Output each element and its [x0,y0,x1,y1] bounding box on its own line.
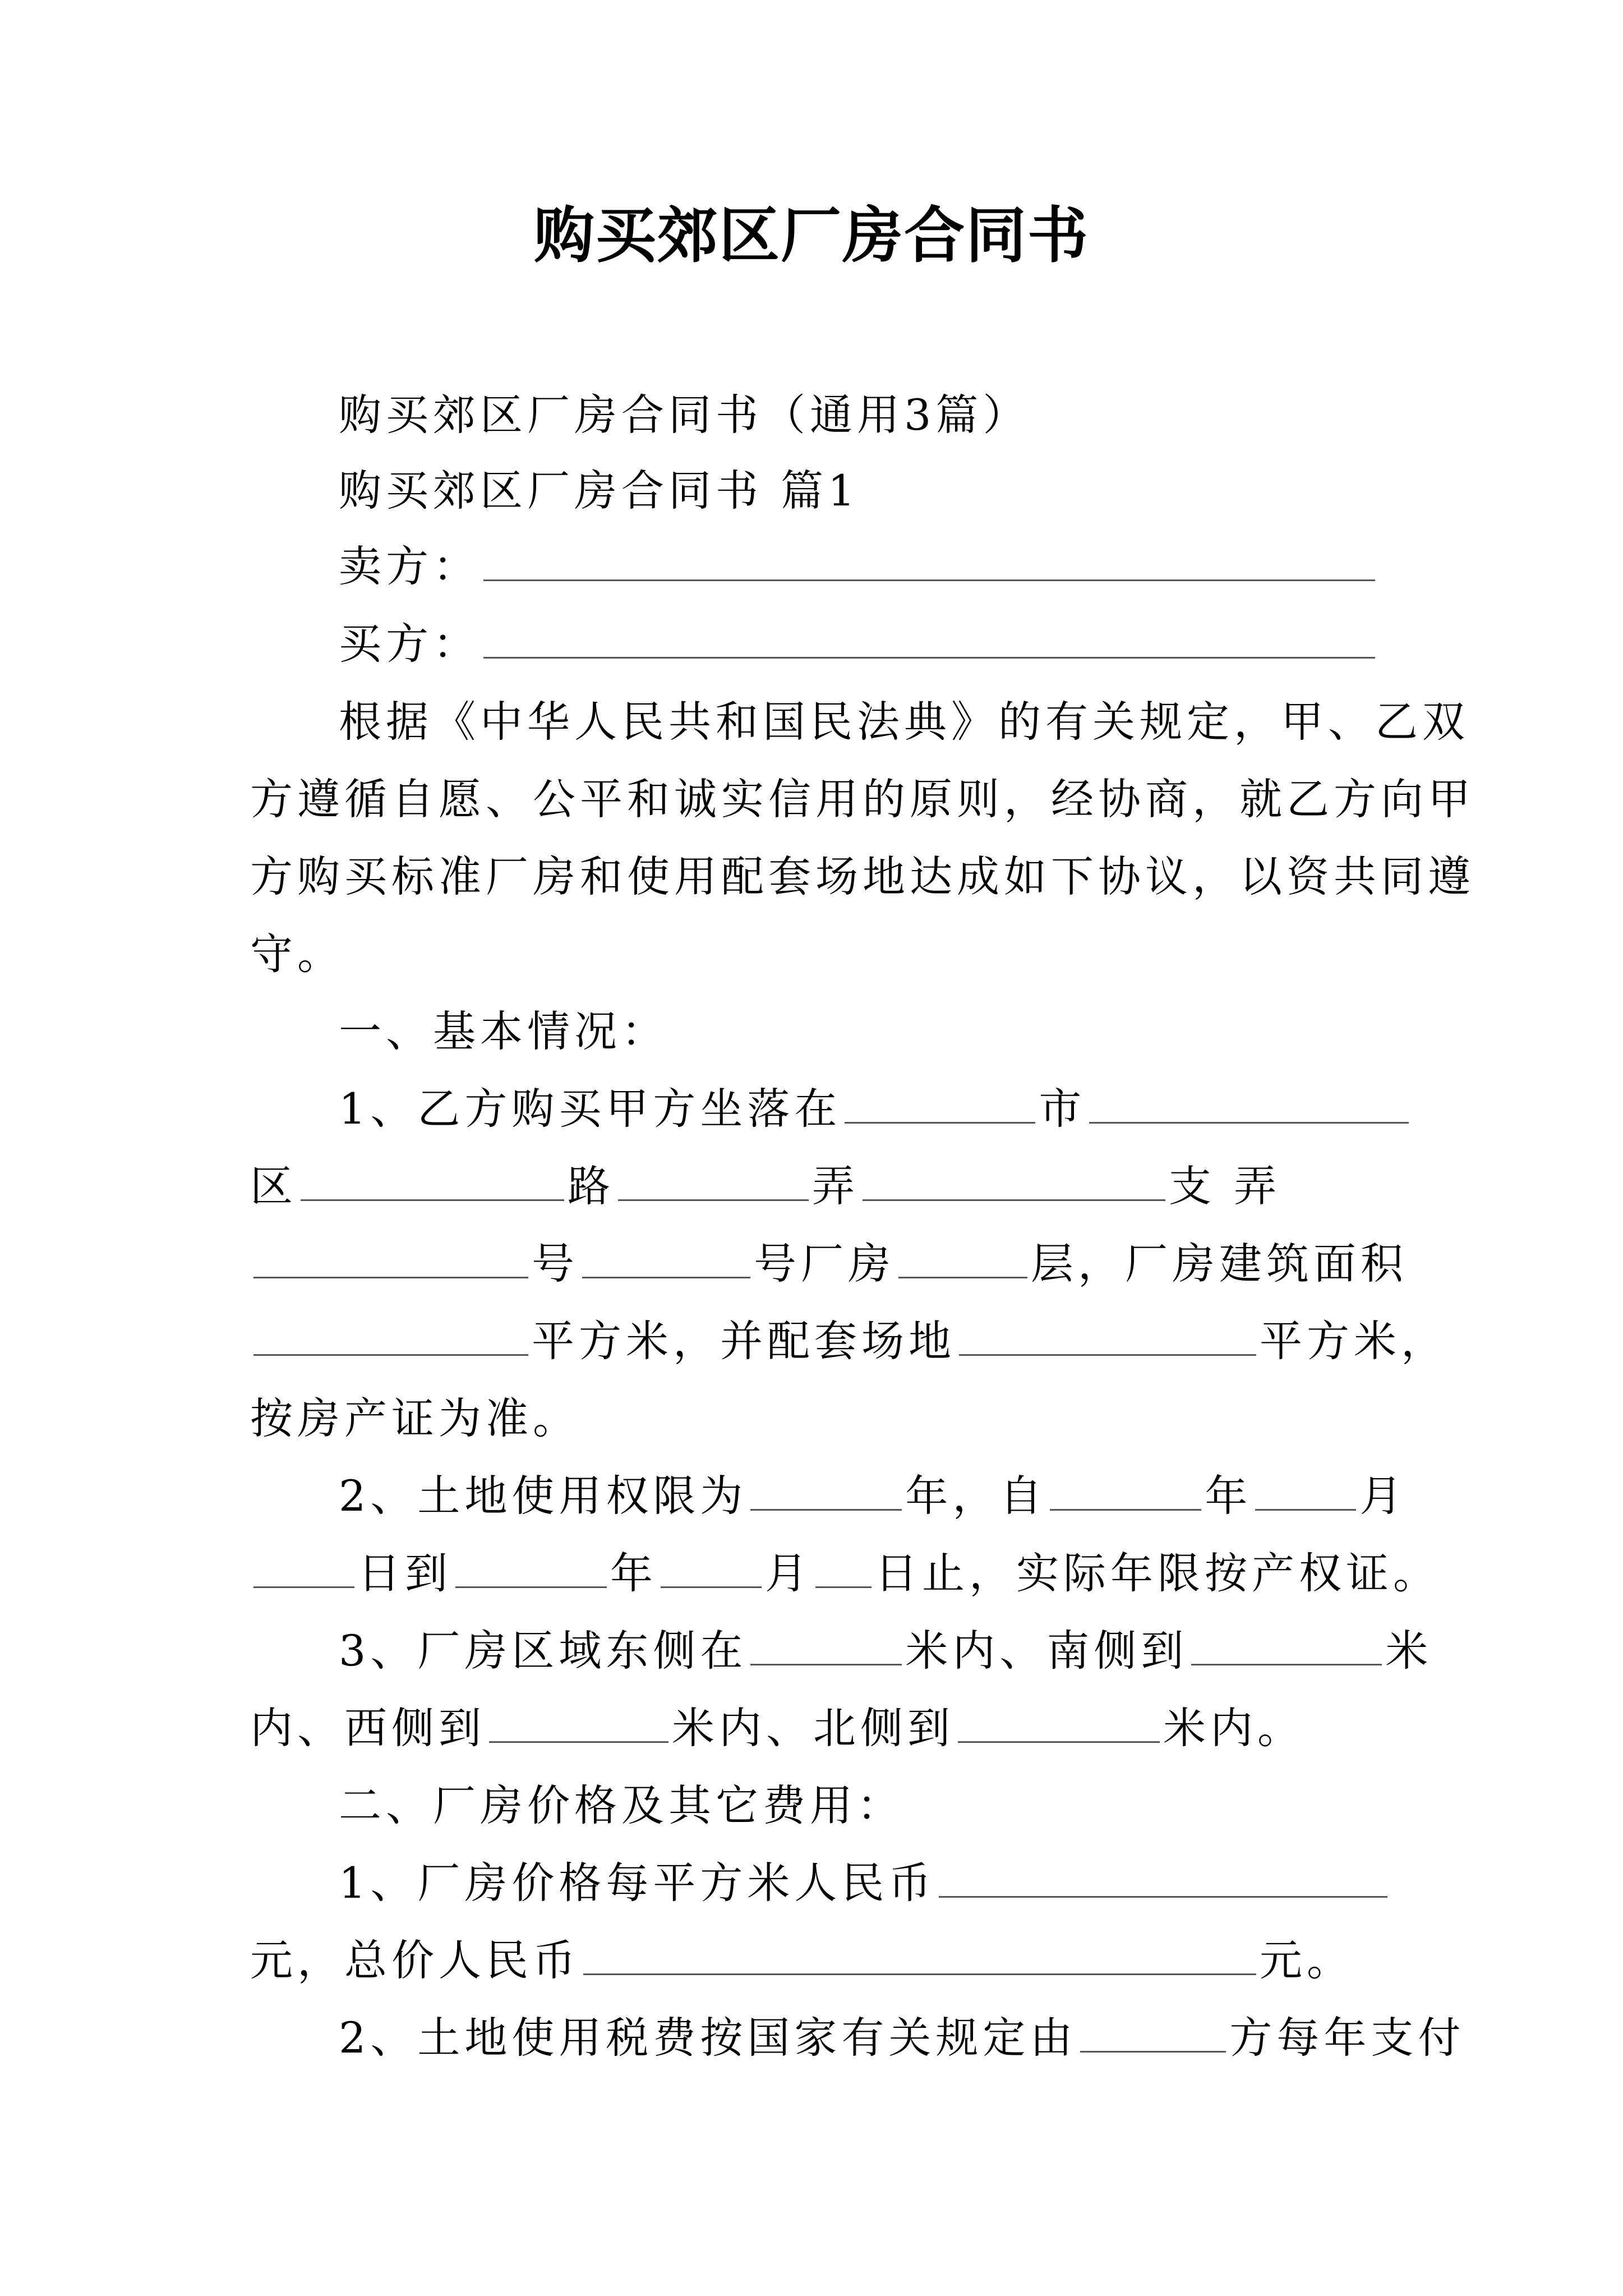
s1-item1-line-2 [250,1156,1394,1217]
s2-item2-line-1 [339,2007,1465,2069]
intro-line-4: 守。 [250,929,344,979]
buyer-blank[interactable] [483,618,1375,659]
s1-item1-line-4 [250,1310,1448,1372]
s1-item1-line-1 [339,1078,1404,1140]
s1i2-h: 日止，实际年限按产权证。 [875,1548,1440,1598]
s2i2-a: 2、土地使用税费按国家有关规定由 [339,2013,1077,2063]
section2-heading: 二、厂房价格及其它费用： [339,1780,904,1830]
start-month-blank[interactable] [1255,1470,1356,1511]
east-blank[interactable] [750,1625,902,1665]
part-heading-text: 购买郊区厂房合同书 篇1 [339,466,860,516]
s1-item2-line-1 [339,1465,1407,1527]
intro-line-3: 方购买标准厂房和使用配套场地达成如下协议，以资共同遵 [250,852,1475,901]
term-years-blank[interactable] [750,1470,902,1511]
s1i3-b: 米内、南侧到 [905,1626,1188,1676]
subtitle-text: 购买郊区厂房合同书（通用3篇） [339,390,1030,440]
s1i3-c: 米 [1385,1626,1433,1676]
s1-item2-line-2 [250,1543,1440,1604]
s1i2-f: 年 [610,1548,657,1598]
s1i1-b: 市 [1039,1084,1086,1134]
s1i1-j: 平方米，并配套场地 [532,1316,956,1366]
s1i2-e: 日到 [358,1548,452,1598]
s1i1-k: 平方米， [1260,1316,1448,1366]
site-area-blank[interactable] [959,1315,1256,1356]
end-year-blank[interactable] [455,1547,607,1588]
s2i1-a: 1、厂房价格每平方米人民币 [339,1858,936,1908]
buyer-label: 买方： [339,619,480,669]
intro-line-2: 方遵循自愿、公平和诚实信用的原则，经协商，就乙方向甲 [250,774,1475,824]
s1-item3-line-2 [250,1697,1394,1759]
s1i1-g: 号 [532,1239,579,1289]
start-year-blank[interactable] [1050,1470,1201,1511]
unit-price-blank[interactable] [939,1857,1387,1898]
s1i1-i: 层，厂房建筑面积 [1031,1239,1408,1289]
end-day-blank[interactable] [815,1547,872,1588]
district-blank[interactable] [301,1160,564,1201]
s1-item3-line-1 [339,1620,1433,1682]
north-blank[interactable] [958,1702,1160,1743]
seller-blank[interactable] [483,540,1375,581]
tax-payer-blank[interactable] [1080,2012,1226,2053]
end-month-blank[interactable] [661,1547,762,1588]
s1i1-f: 支 弄 [1169,1161,1281,1211]
lane-blank[interactable] [863,1160,1165,1201]
number-blank[interactable] [582,1237,750,1278]
s1i2-c: 年 [1205,1471,1252,1521]
document-subtitle [339,384,1404,446]
city-blank[interactable] [845,1083,1035,1124]
document-title: 购买郊区厂房合同书 [533,200,1089,271]
s2i1-c: 元。 [1260,1935,1354,1985]
s1i2-a: 2、土地使用权限为 [339,1471,748,1521]
s1i1-d: 路 [568,1161,615,1211]
buyer-line [339,613,1404,675]
west-blank[interactable] [489,1702,668,1743]
road-blank[interactable] [618,1160,809,1201]
section1-heading: 一、基本情况： [339,1006,668,1056]
s1i2-d: 月 [1359,1471,1407,1521]
s1i3-a: 3、厂房区域东侧在 [339,1626,748,1676]
s1-item1-line-5: 按房产证为准。 [250,1393,580,1443]
s1i3-d: 内、西侧到 [250,1703,486,1753]
s1i1-e: 弄 [812,1161,859,1211]
floor-blank[interactable] [898,1237,1027,1278]
building-area-blank[interactable] [253,1315,528,1356]
south-blank[interactable] [1191,1625,1382,1665]
s1i3-f: 米内。 [1163,1703,1304,1753]
s1i2-g: 月 [765,1548,812,1598]
intro-line-1: 根据《中华人民共和国民法典》的有关规定，甲、乙双 [339,697,1469,747]
sub-lane-blank[interactable] [253,1237,528,1278]
seller-label: 卖方： [339,541,480,591]
start-day-blank[interactable] [253,1547,354,1588]
s1i1-c: 区 [250,1161,297,1211]
s1-item1-line-3 [250,1233,1408,1295]
seller-line [339,536,1404,597]
s2i2-b: 方每年支付 [1229,2013,1465,2063]
s1i2-b: 年，自 [905,1471,1047,1521]
total-price-blank[interactable] [583,1934,1256,1975]
s1i1-a: 1、乙方购买甲方坐落在 [339,1084,842,1134]
s2i1-b: 元，总价人民币 [250,1935,580,1985]
s2-item1-line-2 [250,1930,1394,1991]
part-heading [339,460,1404,522]
city-detail-blank[interactable] [1089,1083,1409,1124]
s1i3-e: 米内、北侧到 [672,1703,955,1753]
s1i1-h: 号厂房 [754,1239,895,1289]
s2-item1-line-1 [339,1852,1404,1914]
